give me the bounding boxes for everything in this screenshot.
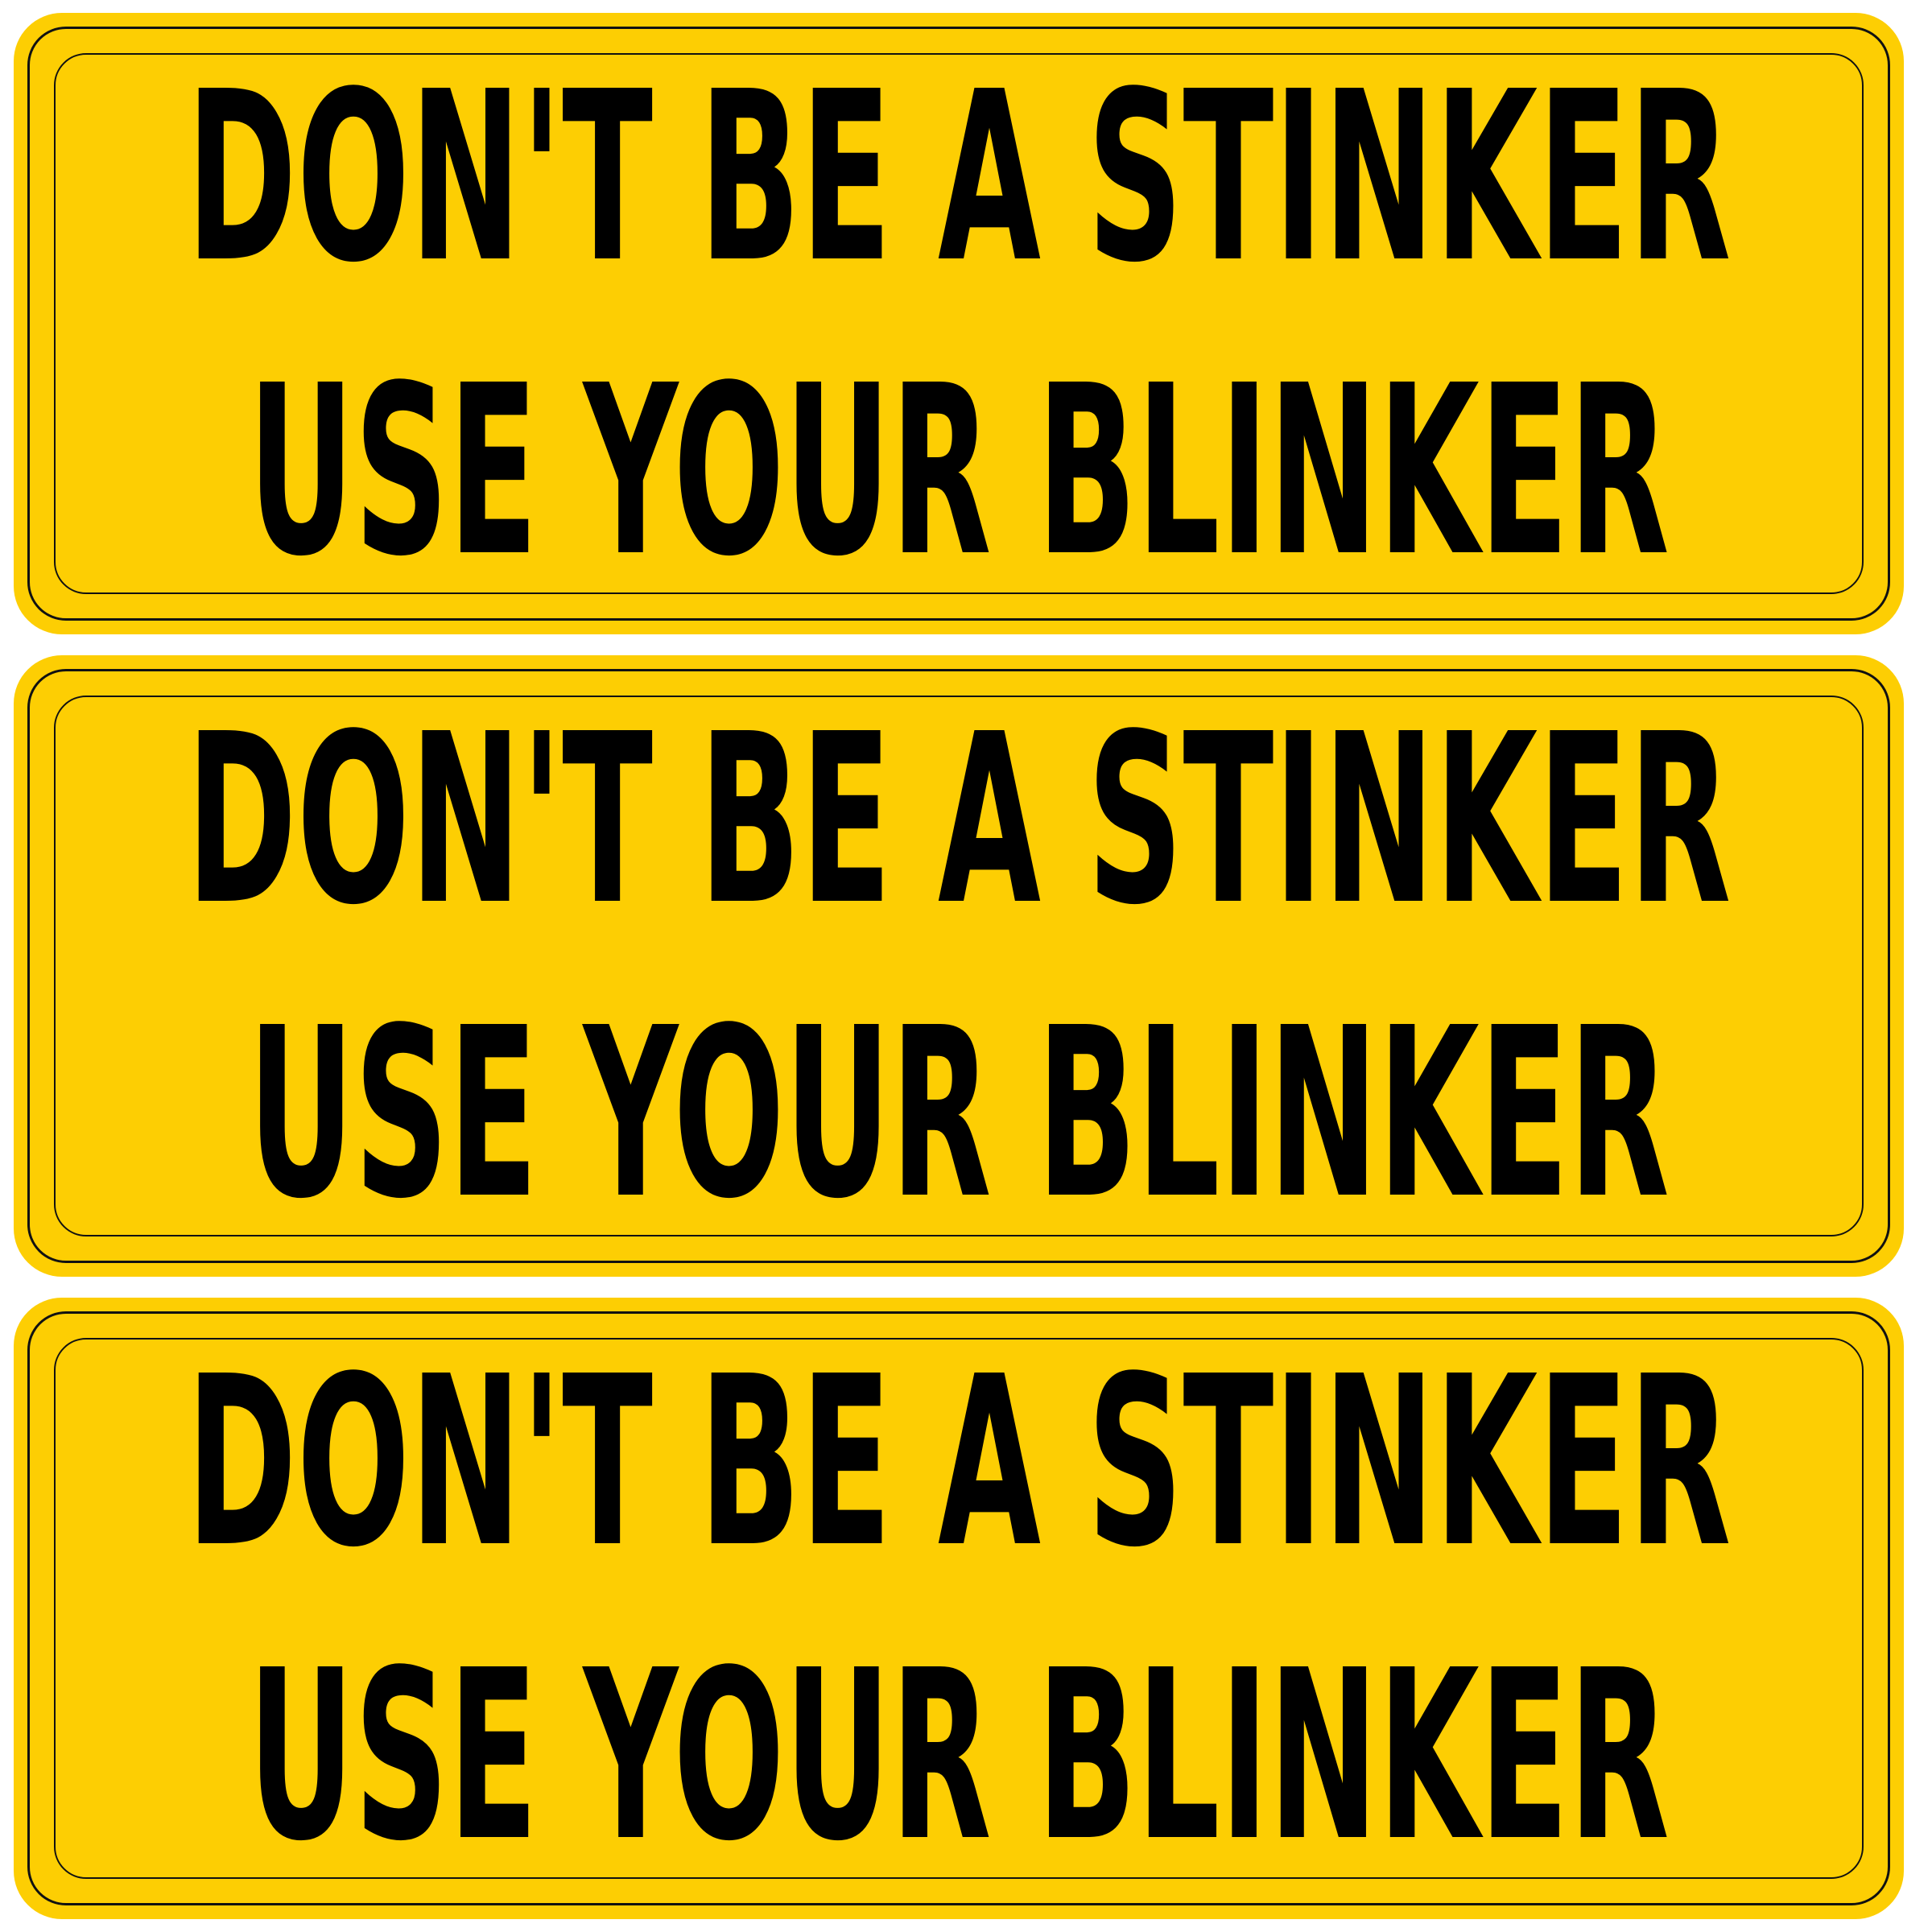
sticker-headline-line-1: DON'T BE A STINKER (186, 683, 1732, 956)
sticker-headline-line-1: DON'T BE A STINKER (186, 41, 1732, 314)
sticker-headline-line-1: DON'T BE A STINKER (186, 1326, 1732, 1599)
sticker-headline-line-2: USE YOUR BLINKER (248, 335, 1670, 608)
sticker-headline-line-2: USE YOUR BLINKER (248, 1620, 1670, 1893)
sticker-3 (14, 1298, 1904, 1919)
sticker-2 (14, 655, 1904, 1277)
sticker-headline-line-2: USE YOUR BLINKER (248, 977, 1670, 1250)
sticker-1 (14, 13, 1904, 634)
